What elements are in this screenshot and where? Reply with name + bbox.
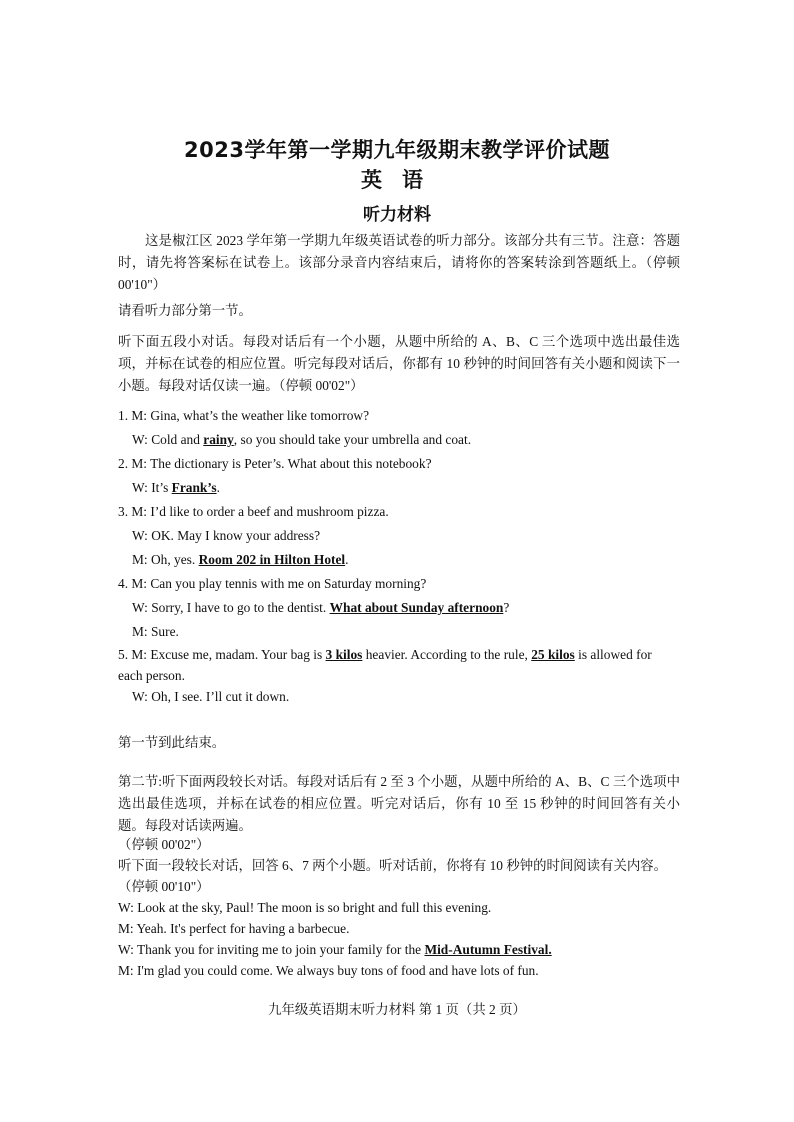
answer-key-5b: 25 kilos [531,647,575,662]
dialogue-1-w [132,429,471,451]
answer-key-festival: Mid-Autumn Festival. [424,942,552,957]
dialogue-1-w-pre: W: Cold and [132,432,204,447]
dialogue-5-m-pre: 5. M: Excuse me, madam. Your bag is [118,647,326,662]
answer-key-4: What about Sunday afternoon [329,600,504,615]
dialogue-2-w-pre: W: It’s [132,480,172,495]
answer-key-2: Frank’s [171,480,217,495]
dialogue-4-w [132,597,509,619]
dialogue-2-w [132,477,220,499]
long-dialogue-line-2: M: Yeah. It's perfect for having a barbecue. [118,921,350,936]
long-dialogue-line-4: M: I'm glad you could come. We always buy tons of food and have lots of fun. [118,963,539,978]
page-footer: 九年级英语期末听力材料 第 1 页（共 2 页） [268,1002,526,1017]
dialogue-5-m-cont: each person. [118,668,185,683]
dialogue-5-m [118,644,652,666]
dialogue-3-m2-pre: M: Oh, yes. [132,552,199,567]
dialogue-3-m2 [132,549,349,571]
long-dialogue-1-instructions: 听下面一段较长对话，回答 6、7 两个小题。听对话前，你将有 10 秒钟的时间阅读有关内容。 [118,858,668,873]
dialogue-3-m2-post: . [345,552,349,567]
section1-start: 请看听力部分第一节。 [118,303,252,318]
pause-1: （停顿 00'02"） [118,837,210,852]
section1-instructions: 听下面五段小对话。每段对话后有一个小题，从题中所给的 A、B、C 三个选项中选出最佳选项，并标在试卷的相应位置。听完每段对话后，你都有 10 秒钟的时间回答有关小题和阅读下一小题。每段对话仅读一遍。（停顿 00'02"） [118,334,680,393]
subject-title: 英语 [361,168,443,192]
dialogue-4-m: 4. M: Can you play tennis with me on Saturday morning? [118,576,427,591]
dialogue-4-w-post: ? [503,600,510,615]
dialogue-3-m: 3. M: I’d like to order a beef and mushroom pizza. [118,504,389,519]
dialogue-1-m: 1. M: Gina, what’s the weather like tomorrow? [118,408,370,423]
answer-key-5a: 3 kilos [325,647,363,662]
long-dialogue-line-1: W: Look at the sky, Paul! The moon is so bright and full this evening. [118,900,492,915]
section-subtitle: 听力材料 [363,205,431,225]
intro-paragraph: 这是椒江区 2023 学年第一学期九年级英语试卷的听力部分。该部分共有三节。注意：答题时，请先将答案标在试卷上。该部分录音内容结束后，请将你的答案转涂到答题纸上。（停顿 00'10"） [118,233,680,292]
dialogue-5-m-mid: heavier. According to the rule, [362,647,532,662]
dialogue-2-m: 2. M: The dictionary is Peter’s. What about this notebook? [118,456,432,471]
answer-key-3: Room 202 in Hilton Hotel [198,552,346,567]
answer-key-1: rainy [203,432,234,447]
section1-end: 第一节到此结束。 [118,735,226,750]
dialogue-2-w-post: . [216,480,220,495]
exam-title: 2023学年第一学期九年级期末教学评价试题 [184,138,610,162]
dialogue-5-w: W: Oh, I see. I’ll cut it down. [132,689,290,704]
section2-instructions: 第二节:听下面两段较长对话。每段对话后有 2 至 3 个小题，从题中所给的 A、B、C 三个选项中选出最佳选项，并标在试卷的相应位置。听完对话后，你有 10 至 15 秒钟的时间回答有关小题。每段对话读两遍。 [118,774,680,833]
dialogue-4-m2: M: Sure. [132,624,179,639]
pause-2: （停顿 00'10"） [118,879,210,894]
long-dialogue-line-3 [118,939,552,961]
dialogue-1-w-post: , so you should take your umbrella and coat. [233,432,472,447]
long-dialogue-line-3-pre: W: Thank you for inviting me to join your family for the [118,942,425,957]
dialogue-5-m-post: is allowed for [574,647,652,662]
dialogue-4-w-pre: W: Sorry, I have to go to the dentist. [132,600,330,615]
dialogue-3-w: W: OK. May I know your address? [132,528,321,543]
